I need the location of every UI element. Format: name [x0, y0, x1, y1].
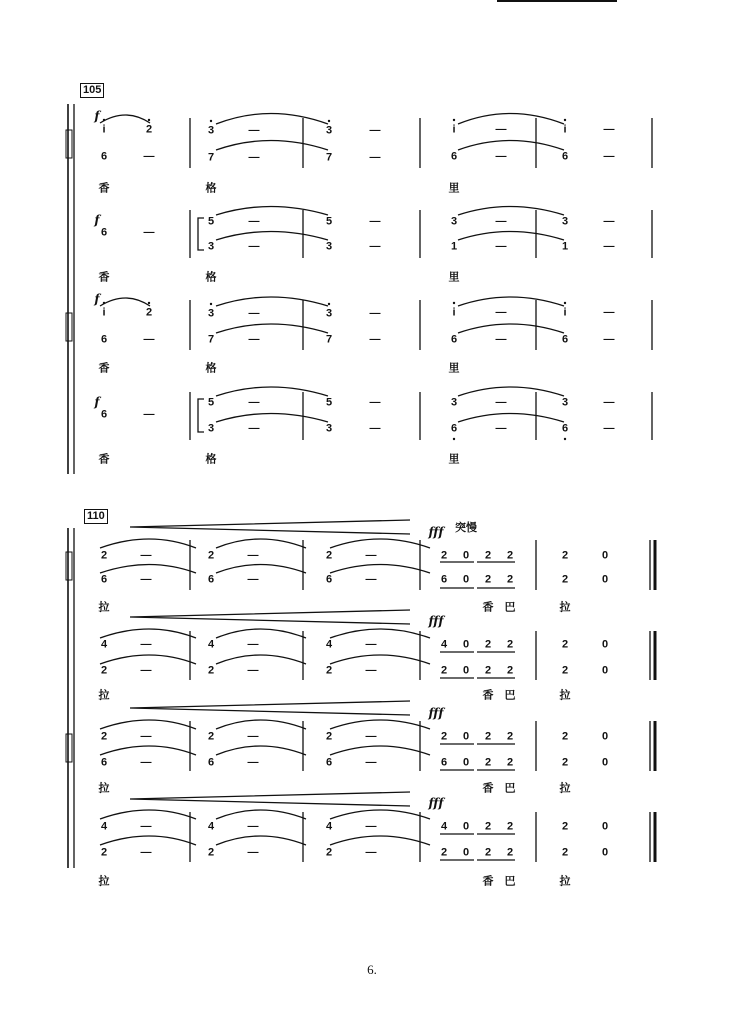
note: 2 — [440, 846, 448, 859]
sustain-dash: — — [248, 333, 260, 346]
sustain-dash: — — [248, 215, 260, 228]
note: 2 — [561, 573, 569, 586]
note: 2 — [506, 664, 514, 677]
note: 2 — [561, 756, 569, 769]
lyric: 拉 — [98, 600, 110, 614]
sustain-dash: — — [603, 150, 615, 163]
sustain-dash: — — [140, 730, 152, 743]
note: 5 — [325, 215, 333, 228]
dynamic-forte: f — [94, 292, 100, 306]
sustain-dash: — — [365, 820, 377, 833]
sustain-dash: — — [495, 306, 507, 319]
note: 4 — [207, 638, 215, 651]
note: 6 — [100, 226, 108, 239]
sustain-dash: — — [140, 820, 152, 833]
note: i — [452, 123, 456, 136]
note: i — [563, 123, 567, 136]
note: 0 — [462, 846, 470, 859]
note: 0 — [601, 730, 609, 743]
note: 2 — [207, 549, 215, 562]
note: 6 — [100, 150, 108, 163]
note: 2 — [100, 664, 108, 677]
note: 2 — [506, 846, 514, 859]
lyric: 拉 — [559, 781, 571, 795]
note: 2 — [506, 820, 514, 833]
note: 6 — [325, 573, 333, 586]
sustain-dash: — — [369, 422, 381, 435]
note: 2 — [506, 730, 514, 743]
note: 6 — [440, 573, 448, 586]
note: 0 — [601, 756, 609, 769]
header-rule — [497, 0, 617, 2]
note: 6 — [561, 422, 569, 435]
sustain-dash: — — [603, 396, 615, 409]
sustain-dash: — — [495, 123, 507, 136]
dynamic-forte: f — [94, 395, 100, 409]
sustain-dash: — — [603, 333, 615, 346]
note: i — [102, 306, 106, 319]
note: i — [563, 306, 567, 319]
note: 3 — [561, 215, 569, 228]
note: 2 — [506, 756, 514, 769]
lyric: 拉 — [559, 688, 571, 702]
sustain-dash: — — [143, 333, 155, 346]
note: 6 — [100, 333, 108, 346]
note: 2 — [506, 638, 514, 651]
note: 6 — [450, 422, 458, 435]
note: 6 — [561, 150, 569, 163]
note: 6 — [207, 573, 215, 586]
note: 7 — [325, 151, 333, 164]
lyric: 香 — [482, 688, 494, 702]
lyric: 巴 — [504, 781, 516, 795]
rehearsal-mark-105: 105 — [80, 83, 104, 98]
lyric: 香 — [98, 270, 110, 284]
sustain-dash: — — [495, 240, 507, 253]
lyric: 格 — [205, 270, 217, 284]
note: i — [452, 306, 456, 319]
note: 2 — [440, 549, 448, 562]
note: 2 — [484, 820, 492, 833]
note: 2 — [207, 730, 215, 743]
note: 4 — [440, 820, 448, 833]
lyric: 格 — [205, 452, 217, 466]
note: 6 — [450, 150, 458, 163]
dynamic-fff: fff — [428, 706, 444, 720]
note: 4 — [440, 638, 448, 651]
note: 3 — [450, 396, 458, 409]
sustain-dash: — — [369, 215, 381, 228]
lyric: 巴 — [504, 600, 516, 614]
lyric: 拉 — [559, 600, 571, 614]
lyric: 巴 — [504, 688, 516, 702]
note: 2 — [506, 549, 514, 562]
sustain-dash: — — [143, 408, 155, 421]
lyric: 巴 — [504, 874, 516, 888]
note: 7 — [207, 333, 215, 346]
note: 3 — [325, 307, 333, 320]
note: 2 — [561, 638, 569, 651]
note: 3 — [450, 215, 458, 228]
note: 0 — [462, 638, 470, 651]
sustain-dash: — — [247, 756, 259, 769]
note: 2 — [100, 730, 108, 743]
note: 6 — [207, 756, 215, 769]
lyric: 香 — [482, 874, 494, 888]
sustain-dash: — — [365, 638, 377, 651]
lyric: 里 — [448, 361, 460, 375]
note: 2 — [325, 730, 333, 743]
sustain-dash: — — [369, 396, 381, 409]
note: 4 — [100, 638, 108, 651]
sustain-dash: — — [248, 124, 260, 137]
note: 0 — [462, 549, 470, 562]
sustain-dash: — — [365, 573, 377, 586]
sustain-dash: — — [247, 573, 259, 586]
note: 4 — [325, 638, 333, 651]
note: 7 — [325, 333, 333, 346]
sustain-dash: — — [140, 549, 152, 562]
note: 2 — [484, 730, 492, 743]
sustain-dash: — — [495, 215, 507, 228]
sustain-dash: — — [248, 422, 260, 435]
note: 2 — [145, 306, 153, 319]
dynamic-forte: f — [94, 109, 100, 123]
note: 1 — [561, 240, 569, 253]
note: 6 — [325, 756, 333, 769]
dynamic-fff: fff — [428, 525, 444, 539]
sustain-dash: — — [365, 730, 377, 743]
note: 3 — [325, 240, 333, 253]
page-number: 6. — [367, 962, 377, 977]
note: 2 — [440, 664, 448, 677]
note: 2 — [325, 846, 333, 859]
note: 2 — [561, 846, 569, 859]
note: 4 — [100, 820, 108, 833]
sustain-dash: — — [247, 730, 259, 743]
tempo-marking: 突慢 — [455, 521, 477, 534]
note: 2 — [484, 573, 492, 586]
note: 0 — [462, 820, 470, 833]
sustain-dash: — — [369, 124, 381, 137]
note: 2 — [484, 549, 492, 562]
note: 5 — [207, 396, 215, 409]
sustain-dash: — — [140, 756, 152, 769]
lyric: 里 — [448, 181, 460, 195]
sustain-dash: — — [247, 846, 259, 859]
note: 0 — [462, 730, 470, 743]
sustain-dash: — — [495, 396, 507, 409]
note: 1 — [450, 240, 458, 253]
note: 2 — [325, 664, 333, 677]
sustain-dash: — — [140, 573, 152, 586]
note: 7 — [207, 151, 215, 164]
note: 0 — [601, 638, 609, 651]
note: 0 — [601, 573, 609, 586]
note: 2 — [506, 573, 514, 586]
note: 6 — [100, 573, 108, 586]
note: 3 — [207, 124, 215, 137]
sustain-dash: — — [603, 306, 615, 319]
note: 4 — [207, 820, 215, 833]
note: 2 — [484, 756, 492, 769]
note: 0 — [601, 846, 609, 859]
sustain-dash: — — [603, 240, 615, 253]
note: 6 — [450, 333, 458, 346]
lyric: 里 — [448, 452, 460, 466]
lyric: 香 — [98, 181, 110, 195]
note: 2 — [484, 638, 492, 651]
sustain-dash: — — [365, 756, 377, 769]
dynamic-fff: fff — [428, 614, 444, 628]
note: 3 — [561, 396, 569, 409]
note: 0 — [462, 664, 470, 677]
sustain-dash: — — [365, 846, 377, 859]
sustain-dash: — — [369, 307, 381, 320]
note: i — [102, 123, 106, 136]
sustain-dash: — — [369, 151, 381, 164]
sustain-dash: — — [603, 215, 615, 228]
sustain-dash: — — [365, 664, 377, 677]
note: 3 — [325, 124, 333, 137]
sustain-dash: — — [143, 226, 155, 239]
rehearsal-mark-110: 110 — [84, 509, 108, 524]
sustain-dash: — — [140, 846, 152, 859]
lyric: 拉 — [98, 874, 110, 888]
lyric: 拉 — [98, 781, 110, 795]
sustain-dash: — — [603, 123, 615, 136]
sustain-dash: — — [369, 333, 381, 346]
note: 6 — [440, 756, 448, 769]
sustain-dash: — — [248, 396, 260, 409]
sustain-dash: — — [247, 820, 259, 833]
lyric: 香 — [482, 600, 494, 614]
note: 6 — [100, 756, 108, 769]
note: 0 — [601, 664, 609, 677]
sustain-dash: — — [248, 240, 260, 253]
sustain-dash: — — [140, 638, 152, 651]
note: 2 — [440, 730, 448, 743]
note: 0 — [462, 756, 470, 769]
sustain-dash: — — [247, 638, 259, 651]
note: 2 — [484, 664, 492, 677]
note: 3 — [207, 422, 215, 435]
sustain-dash: — — [247, 549, 259, 562]
lyric: 格 — [205, 181, 217, 195]
sustain-dash: — — [365, 549, 377, 562]
note: 2 — [100, 846, 108, 859]
note: 2 — [207, 664, 215, 677]
sustain-dash: — — [495, 422, 507, 435]
dynamic-forte: f — [94, 213, 100, 227]
note: 3 — [325, 422, 333, 435]
dynamic-fff: fff — [428, 796, 444, 810]
note: 2 — [100, 549, 108, 562]
note: 2 — [207, 846, 215, 859]
note: 0 — [462, 573, 470, 586]
note: 6 — [100, 408, 108, 421]
note: 5 — [325, 396, 333, 409]
note: 2 — [561, 549, 569, 562]
sustain-dash: — — [248, 307, 260, 320]
sustain-dash: — — [495, 150, 507, 163]
note: 2 — [325, 549, 333, 562]
note: 3 — [207, 240, 215, 253]
lyric: 拉 — [98, 688, 110, 702]
sustain-dash: — — [248, 151, 260, 164]
note: 2 — [561, 820, 569, 833]
sustain-dash: — — [140, 664, 152, 677]
lyric: 香 — [98, 452, 110, 466]
lyric: 香 — [482, 781, 494, 795]
note: 2 — [484, 846, 492, 859]
note: 6 — [561, 333, 569, 346]
note: 2 — [561, 730, 569, 743]
note: 0 — [601, 820, 609, 833]
sustain-dash: — — [495, 333, 507, 346]
lyric: 里 — [448, 270, 460, 284]
note: 4 — [325, 820, 333, 833]
sustain-dash: — — [369, 240, 381, 253]
sustain-dash: — — [143, 150, 155, 163]
note: 0 — [601, 549, 609, 562]
note: 2 — [145, 123, 153, 136]
sustain-dash: — — [247, 664, 259, 677]
note: 5 — [207, 215, 215, 228]
lyric: 格 — [205, 361, 217, 375]
sustain-dash: — — [603, 422, 615, 435]
note: 2 — [561, 664, 569, 677]
lyric: 香 — [98, 361, 110, 375]
note: 3 — [207, 307, 215, 320]
lyric: 拉 — [559, 874, 571, 888]
